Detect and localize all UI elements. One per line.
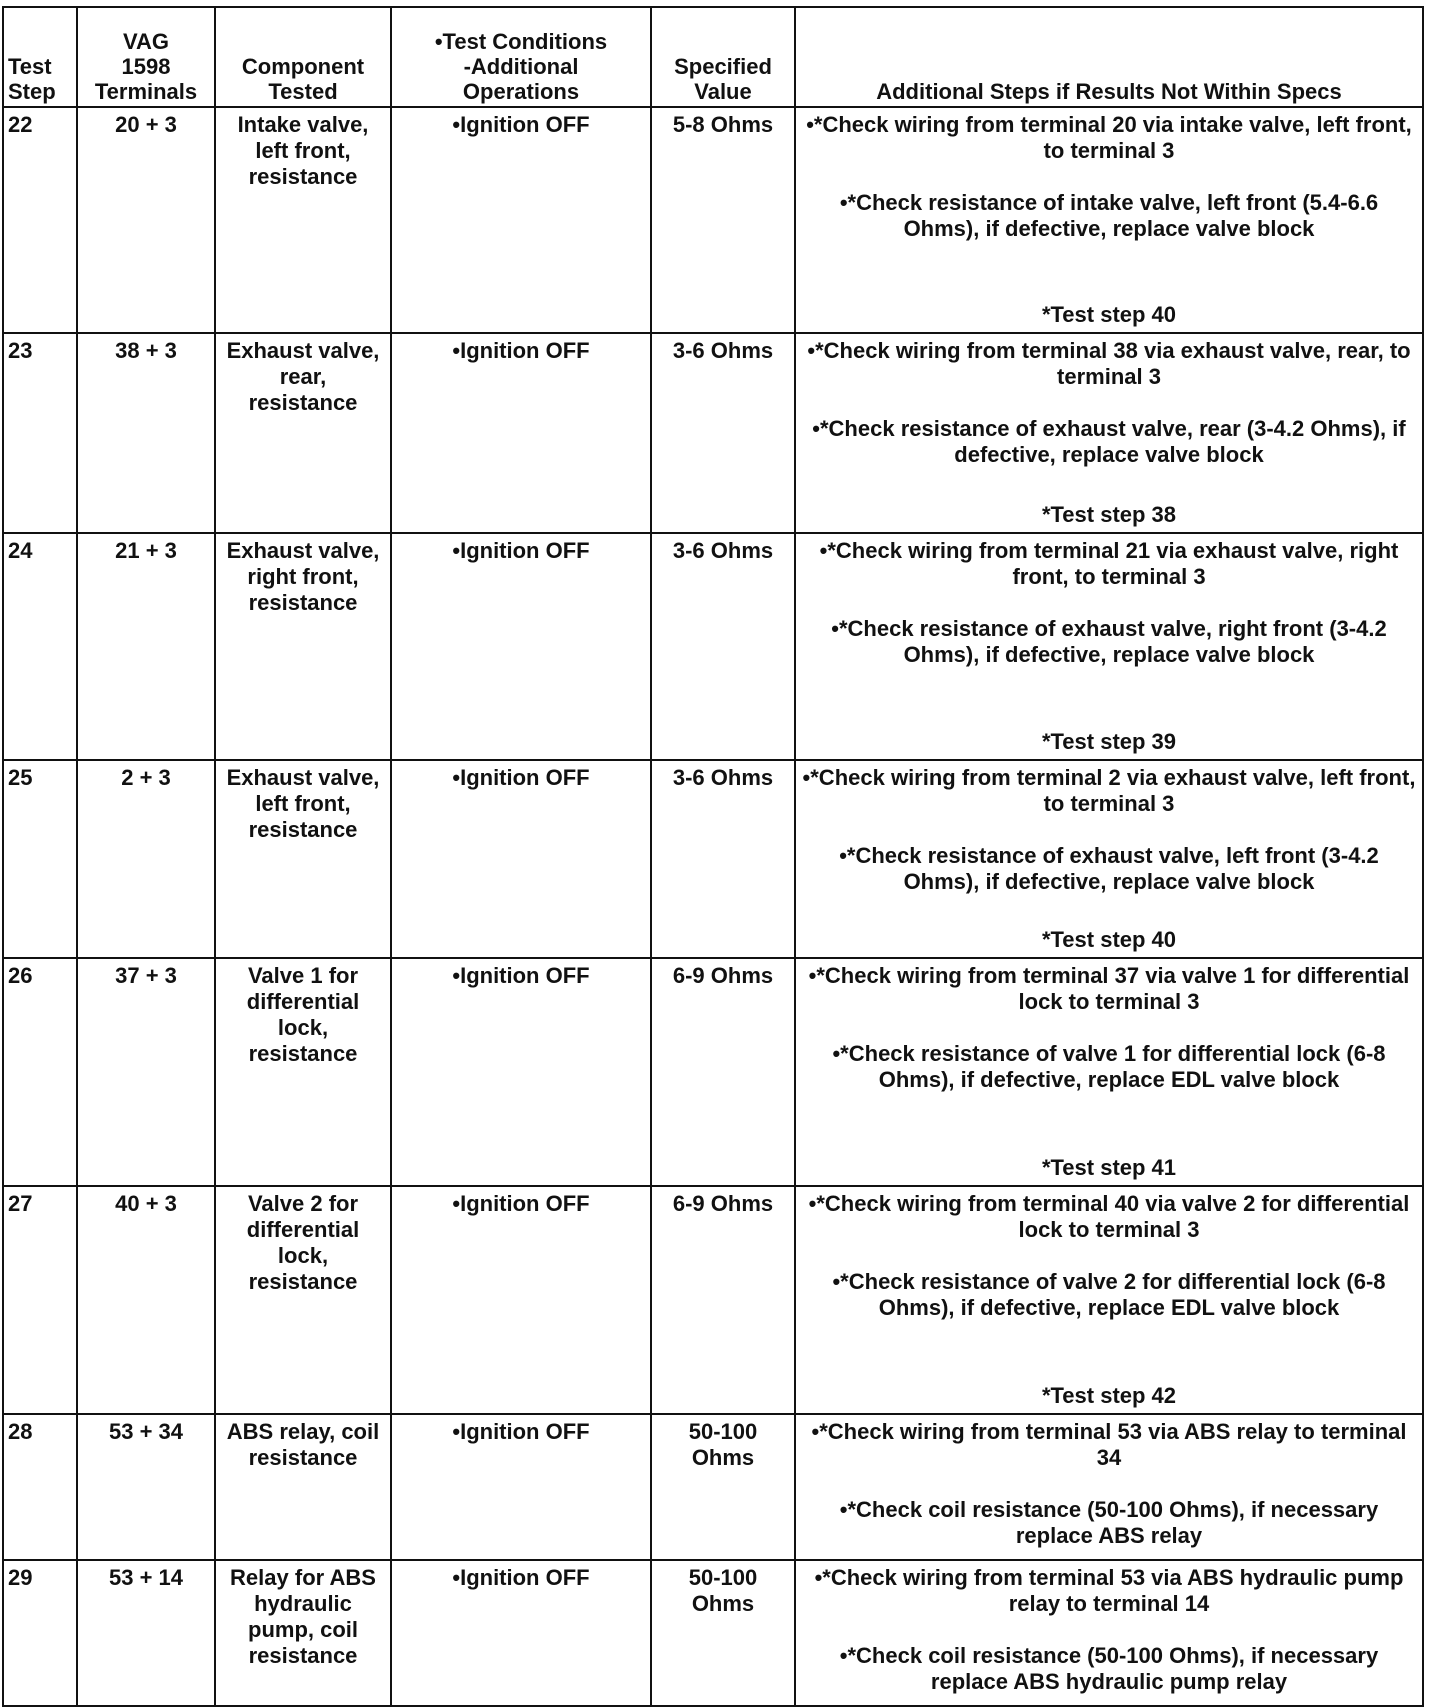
cell-terminals: 2 + 3: [77, 760, 215, 958]
table-row: [3, 1560, 1423, 1706]
cell-additional-steps: [795, 760, 1423, 958]
header-additional-steps: Additional Steps if Results Not Within Specs: [795, 7, 1423, 107]
cell-terminals: 40 + 3: [77, 1186, 215, 1414]
cell-test-step: 23: [3, 333, 77, 533]
cell-terminals: 37 + 3: [77, 958, 215, 1186]
cell-specified-value: 50-100 Ohms: [651, 1560, 795, 1706]
table-row: [3, 107, 1423, 333]
table-row: [3, 958, 1423, 1186]
next-test-step: *Test step 40: [1041, 302, 1177, 327]
cell-component: Valve 1 for differential lock, resistance: [215, 958, 391, 1186]
check-instruction: •*Check wiring from terminal 2 via exhaust valve, left front, to terminal 3: [802, 765, 1416, 816]
check-instruction: •*Check resistance of valve 2 for differential lock (6-8 Ohms), if defective, replace EDL valve block: [832, 1269, 1386, 1320]
cell-test-conditions: •Ignition OFF: [391, 107, 651, 333]
cell-test-conditions: •Ignition OFF: [391, 1186, 651, 1414]
check-instruction: •*Check wiring from terminal 20 via intake valve, left front, to terminal 3: [806, 112, 1412, 163]
cell-component: Intake valve, left front, resistance: [215, 107, 391, 333]
cell-test-step: 26: [3, 958, 77, 1186]
cell-test-step: 22: [3, 107, 77, 333]
cell-specified-value: 6-9 Ohms: [651, 958, 795, 1186]
next-test-step: *Test step 40: [1041, 927, 1177, 952]
check-instruction: •*Check resistance of exhaust valve, left front (3-4.2 Ohms), if defective, replace valve block: [839, 843, 1379, 894]
header-terminals: VAG 1598 Terminals: [77, 7, 215, 107]
check-instruction: •*Check wiring from terminal 38 via exhaust valve, rear, to terminal 3: [807, 338, 1411, 389]
check-instruction: •*Check wiring from terminal 37 via valve 1 for differential lock to terminal 3: [808, 963, 1410, 1014]
cell-additional-steps: [795, 333, 1423, 533]
cell-additional-steps: [795, 533, 1423, 760]
cell-additional-steps: [795, 107, 1423, 333]
cell-test-conditions: •Ignition OFF: [391, 1414, 651, 1560]
cell-component: Valve 2 for differential lock, resistance: [215, 1186, 391, 1414]
cell-specified-value: 50-100 Ohms: [651, 1414, 795, 1560]
cell-test-conditions: •Ignition OFF: [391, 533, 651, 760]
header-specified-value: Specified Value: [651, 7, 795, 107]
table-row: [3, 1414, 1423, 1560]
next-test-step: *Test step 38: [1041, 502, 1177, 527]
check-instruction: •*Check wiring from terminal 40 via valve 2 for differential lock to terminal 3: [808, 1191, 1410, 1242]
cell-component: ABS relay, coil resistance: [215, 1414, 391, 1560]
cell-test-step: 29: [3, 1560, 77, 1706]
cell-specified-value: 5-8 Ohms: [651, 107, 795, 333]
cell-terminals: 20 + 3: [77, 107, 215, 333]
cell-component: Exhaust valve, right front, resistance: [215, 533, 391, 760]
header-test-step: Test Step: [3, 7, 77, 107]
check-instruction: •*Check resistance of intake valve, left front (5.4-6.6 Ohms), if defective, replace valve block: [839, 190, 1379, 241]
cell-component: Exhaust valve, rear, resistance: [215, 333, 391, 533]
cell-test-step: 28: [3, 1414, 77, 1560]
cell-additional-steps: [795, 1414, 1423, 1560]
cell-test-conditions: •Ignition OFF: [391, 760, 651, 958]
check-instruction: •*Check wiring from terminal 21 via exhaust valve, right front, to terminal 3: [819, 538, 1399, 589]
header-row: [3, 7, 1423, 107]
cell-component: Exhaust valve, left front, resistance: [215, 760, 391, 958]
check-instruction: •*Check resistance of exhaust valve, rear (3-4.2 Ohms), if defective, replace valve block: [812, 416, 1406, 467]
check-instruction: •*Check coil resistance (50-100 Ohms), if necessary replace ABS relay: [839, 1497, 1379, 1548]
cell-test-step: 25: [3, 760, 77, 958]
cell-specified-value: 3-6 Ohms: [651, 533, 795, 760]
check-instruction: •*Check coil resistance (50-100 Ohms), if necessary replace ABS hydraulic pump relay: [839, 1643, 1379, 1694]
cell-specified-value: 6-9 Ohms: [651, 1186, 795, 1414]
table-row: [3, 760, 1423, 958]
cell-additional-steps: [795, 958, 1423, 1186]
cell-test-step: 24: [3, 533, 77, 760]
check-instruction: •*Check resistance of exhaust valve, right front (3-4.2 Ohms), if defective, replace valve block: [831, 616, 1387, 667]
cell-test-conditions: •Ignition OFF: [391, 333, 651, 533]
cell-component: Relay for ABS hydraulic pump, coil resistance: [215, 1560, 391, 1706]
cell-terminals: 38 + 3: [77, 333, 215, 533]
cell-test-conditions: •Ignition OFF: [391, 958, 651, 1186]
table-body: [3, 107, 1423, 1706]
cell-specified-value: 3-6 Ohms: [651, 333, 795, 533]
cell-terminals: 21 + 3: [77, 533, 215, 760]
next-test-step: *Test step 41: [1041, 1155, 1177, 1180]
cell-terminals: 53 + 14: [77, 1560, 215, 1706]
cell-terminals: 53 + 34: [77, 1414, 215, 1560]
table-row: [3, 533, 1423, 760]
cell-additional-steps: [795, 1560, 1423, 1706]
next-test-step: *Test step 39: [1041, 729, 1177, 754]
cell-additional-steps: [795, 1186, 1423, 1414]
header-conditions: •Test Conditions -Additional Operations: [391, 7, 651, 107]
check-instruction: •*Check resistance of valve 1 for differential lock (6-8 Ohms), if defective, replace EDL valve block: [832, 1041, 1386, 1092]
header-component: Component Tested: [215, 7, 391, 107]
check-instruction: •*Check wiring from terminal 53 via ABS relay to terminal 34: [811, 1419, 1407, 1470]
cell-test-step: 27: [3, 1186, 77, 1414]
cell-test-conditions: •Ignition OFF: [391, 1560, 651, 1706]
table-row: [3, 333, 1423, 533]
next-test-step: *Test step 42: [1041, 1383, 1177, 1408]
cell-specified-value: 3-6 Ohms: [651, 760, 795, 958]
table-row: [3, 1186, 1423, 1414]
check-instruction: •*Check wiring from terminal 53 via ABS hydraulic pump relay to terminal 14: [814, 1565, 1404, 1616]
test-steps-table: [2, 6, 1424, 1707]
